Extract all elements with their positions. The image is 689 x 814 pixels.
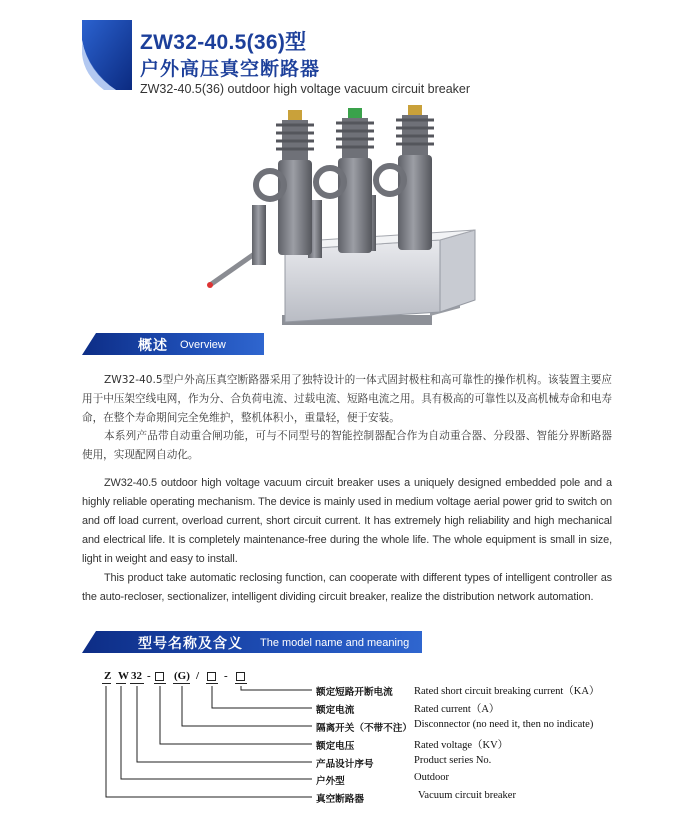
model-item-6-en: Outdoor — [414, 772, 449, 783]
model-item-3-en: Disconnector (no need it, then no indicate) — [414, 719, 594, 730]
model-item-7-cn: 真空断路器 — [316, 794, 364, 805]
model-item-2-cn: 额定电流 — [316, 705, 355, 716]
model-item-4-cn: 额定电压 — [316, 741, 355, 752]
model-code-slash: / — [196, 670, 200, 682]
model-item-6-cn: 户外型 — [316, 776, 345, 787]
model-heading-en: The model name and meaning — [260, 637, 410, 649]
model-code-z: Z — [104, 670, 112, 682]
overview-heading-en: Overview — [180, 339, 226, 351]
model-item-7-en: Vacuum circuit breaker — [418, 790, 516, 801]
model-heading-cn: 型号名称及含义 — [138, 636, 243, 652]
page-title-en: ZW32-40.5(36) outdoor high voltage vacuum circuit breaker — [140, 82, 471, 96]
model-item-3-cn: 隔离开关（不带不注） — [316, 723, 412, 734]
model-item-5-en: Product series No. — [414, 755, 492, 766]
model-code-disconnector: (G) — [174, 670, 190, 682]
model-item-5-cn: 产品设计序号 — [316, 759, 374, 770]
overview-en-paragraph-2: This product take automatic reclosing function, can cooperate with different types of intelligent controller as the auto-recloser, sectionalizer, intelligent dividing circuit breaker, realize the distribution network automation. — [82, 572, 612, 603]
model-item-1-en: Rated short circuit breaking current（KA） — [414, 686, 600, 697]
model-code-w: W — [118, 670, 129, 682]
model-item-4-en: Rated voltage（KV） — [414, 740, 509, 751]
model-item-2-en: Rated current（A） — [414, 704, 500, 715]
model-item-1-cn: 额定短路开断电流 — [316, 687, 393, 698]
page-title-model: ZW32-40.5(36)型 — [140, 31, 307, 54]
model-code-number: 32 — [131, 670, 142, 682]
page-title-cn: 户外高压真空断路器 — [140, 58, 321, 80]
overview-en-paragraph-1: ZW32-40.5 outdoor high voltage vacuum circuit breaker uses a uniquely designed embedded pole and a highly reliable operating mechanism. The device is mainly used in medium voltage aerial power grid to switch on and off load current, overload current, short circuit current. It has extremely high reliability and high mechanical and electrical life. It is completely maintenance-free during the whole life. The whole equipment is small in size, light in weight and easy to install. — [82, 477, 612, 565]
model-code-dash-1: - — [147, 670, 151, 682]
overview-cn-paragraph-2: 本系列产品带自动重合闸功能，可与不同型号的智能控制器配合作为自动重合器、分段器、智能分界断路器使用，实现配网自动化。 — [82, 430, 612, 462]
overview-heading-cn: 概述 — [138, 338, 168, 354]
model-code-dash-2: - — [224, 670, 228, 682]
overview-cn-paragraph-1: ZW32-40.5型户外高压真空断路器采用了独特设计的一体式固封极柱和高可靠性的操作机构。该装置主要应用于中压架空线电网，作为分、合负荷电流、过载电流、短路电流之用。具有极高的可靠性以及高机械寿命和电寿命，在整个寿命期间完全免维护，整机体积小，重量轻，便于安装。 — [82, 374, 612, 424]
